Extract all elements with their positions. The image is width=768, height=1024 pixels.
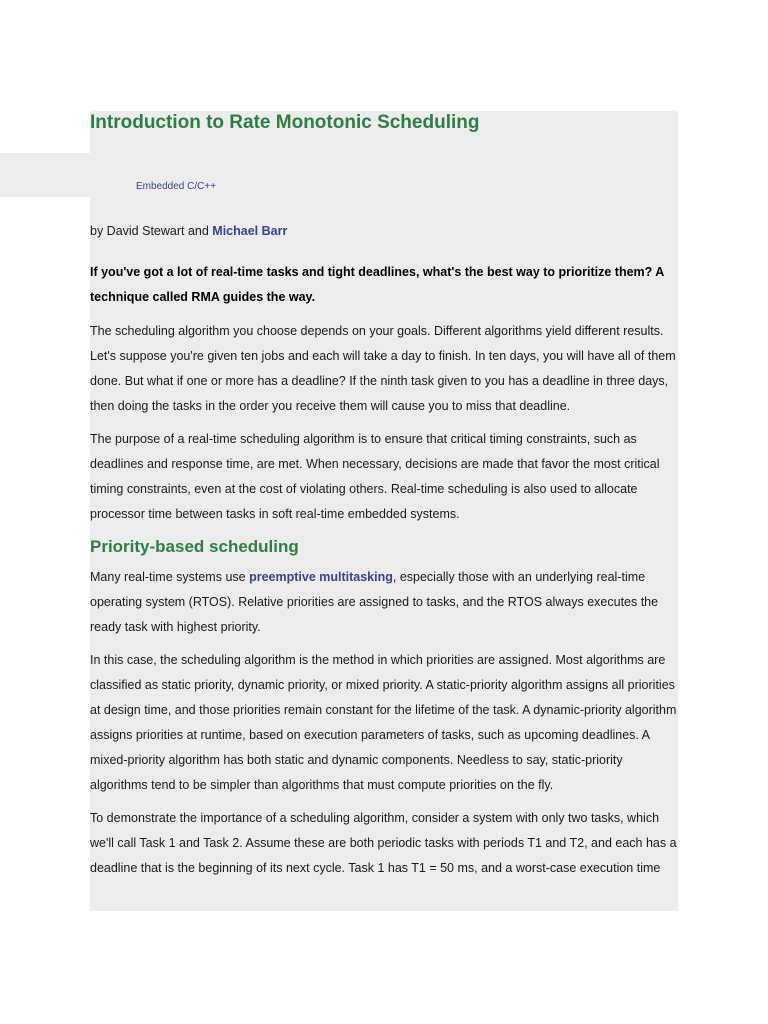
article-body [90, 260, 678, 889]
byline [90, 223, 287, 239]
section-heading: Priority-based scheduling [90, 537, 299, 556]
paragraph-4: In this case, the scheduling algorithm is the method in which priorities are assigned. Most algorithms are classified as static priority, dynamic priority, or mixed priority. A static-priority algorithm assigns all priorities at design time, and those priorities remain constant for the lifetime of the task. A dynamic-priority algorithm assigns priorities at runtime, based on execution parameters of tasks, such as upcoming deadlines. A mixed-priority algorithm has both static and dynamic components. Needless to say, static-priority algorithms tend to be simpler than algorithms that must compute priorities on the fly. [90, 653, 677, 792]
article-title: Introduction to Rate Monotonic Scheduling [90, 112, 480, 133]
paragraph-3-start: Many real-time systems use [90, 570, 250, 584]
paragraph-1: The scheduling algorithm you choose depends on your goals. Different algorithms yield different results. Let's suppose you're given ten jobs and each will take a day to finish. In ten days, you will have all of them done. But what if one or more has a deadline? If the ninth task given to you has a deadline in three days, then doing the tasks in the order you receive them will cause you to miss that deadline. [90, 324, 676, 413]
category-link[interactable]: Embedded C/C++ [136, 181, 217, 192]
paragraph-2: The purpose of a real-time scheduling algorithm is to ensure that critical timing constraints, such as deadlines and response time, are met. When necessary, decisions are made that favor the most critical timing constraints, even at the cost of violating others. Real-time scheduling is also used to allocate processor time between tasks in soft real-time embedded systems. [90, 432, 660, 521]
paragraph-3 [90, 565, 678, 640]
preemptive-multitasking-link[interactable]: preemptive multitasking [249, 570, 393, 584]
byline-prefix: by David Stewart and [90, 224, 213, 238]
paragraph-5: To demonstrate the importance of a scheduling algorithm, consider a system with only two tasks, which we'll call Task 1 and Task 2. Assume these are both periodic tasks with periods T1 and T2, and each has a deadline that is the beginning of its next cycle. Task 1 has T1 = 50 ms, and a worst-case execution time [90, 811, 677, 875]
left-margin-band [0, 153, 90, 197]
paragraph-3-end: , especially those with an underlying real-time operating system (RTOS). Relative priorities are assigned to tasks, and the RTOS always executes the ready task with highest priority. [90, 570, 659, 634]
article-content [90, 111, 678, 911]
author-link[interactable]: Michael Barr [212, 224, 288, 238]
article-lead: If you've got a lot of real-time tasks and tight deadlines, what's the best way to prioritize them? A technique called RMA guides the way. [90, 265, 664, 304]
